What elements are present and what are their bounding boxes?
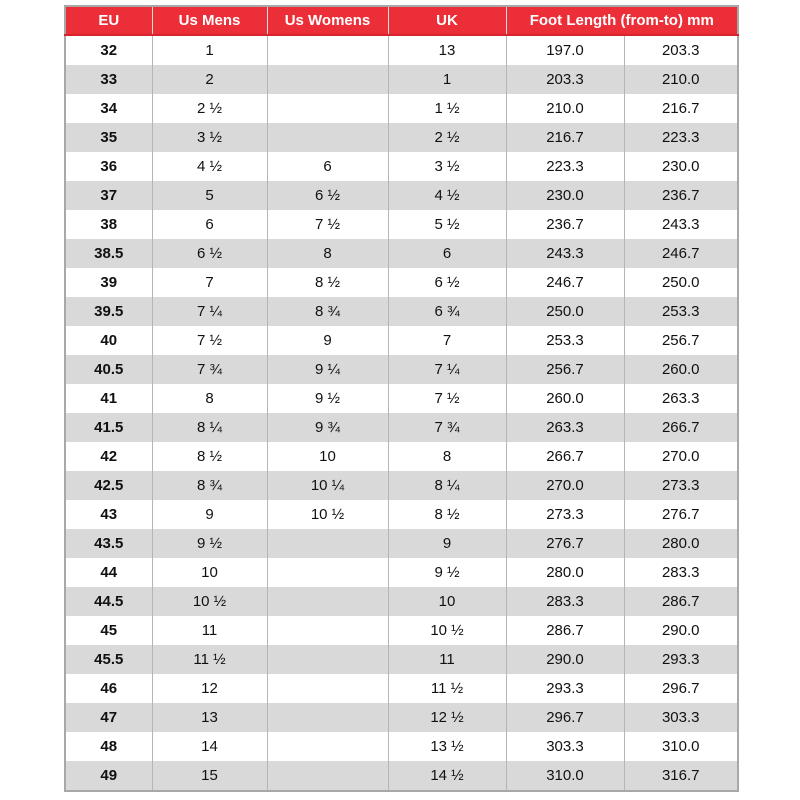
- cell-foot-length-from: 197.0: [506, 35, 624, 65]
- cell-eu: 41.5: [65, 413, 152, 442]
- table-row: [65, 616, 738, 645]
- cell-us-mens: 10: [152, 558, 267, 587]
- cell-uk: 7: [388, 326, 506, 355]
- cell-eu: 39.5: [65, 297, 152, 326]
- cell-eu: 38: [65, 210, 152, 239]
- cell-uk: 8 ½: [388, 500, 506, 529]
- cell-us-womens: [267, 587, 388, 616]
- table-row: [65, 384, 738, 413]
- table-row: [65, 413, 738, 442]
- cell-us-womens: [267, 65, 388, 94]
- table-row: [65, 442, 738, 471]
- cell-us-mens: 7 ¾: [152, 355, 267, 384]
- cell-eu: 45.5: [65, 645, 152, 674]
- cell-us-womens: 9: [267, 326, 388, 355]
- cell-foot-length-to: 250.0: [624, 268, 738, 297]
- table-row: [65, 355, 738, 384]
- cell-uk: 13 ½: [388, 732, 506, 761]
- cell-eu: 47: [65, 703, 152, 732]
- cell-us-womens: 8: [267, 239, 388, 268]
- cell-us-mens: 7 ½: [152, 326, 267, 355]
- cell-eu: 32: [65, 35, 152, 65]
- cell-us-womens: [267, 645, 388, 674]
- cell-foot-length-from: 223.3: [506, 152, 624, 181]
- cell-foot-length-from: 286.7: [506, 616, 624, 645]
- cell-foot-length-to: 310.0: [624, 732, 738, 761]
- cell-uk: 7 ½: [388, 384, 506, 413]
- table-row: [65, 471, 738, 500]
- cell-uk: 14 ½: [388, 761, 506, 791]
- cell-eu: 44.5: [65, 587, 152, 616]
- cell-foot-length-to: 246.7: [624, 239, 738, 268]
- cell-foot-length-to: 286.7: [624, 587, 738, 616]
- table-row: [65, 558, 738, 587]
- cell-foot-length-to: 273.3: [624, 471, 738, 500]
- cell-uk: 1 ½: [388, 94, 506, 123]
- cell-us-womens: [267, 94, 388, 123]
- cell-foot-length-to: 283.3: [624, 558, 738, 587]
- cell-us-mens: 13: [152, 703, 267, 732]
- cell-uk: 5 ½: [388, 210, 506, 239]
- cell-uk: 8 ¼: [388, 471, 506, 500]
- cell-foot-length-to: 256.7: [624, 326, 738, 355]
- cell-foot-length-from: 276.7: [506, 529, 624, 558]
- cell-us-mens: 10 ½: [152, 587, 267, 616]
- cell-us-mens: 6: [152, 210, 267, 239]
- cell-foot-length-to: 293.3: [624, 645, 738, 674]
- table-row: [65, 123, 738, 152]
- cell-eu: 40.5: [65, 355, 152, 384]
- cell-eu: 43: [65, 500, 152, 529]
- cell-us-mens: 7: [152, 268, 267, 297]
- cell-uk: 11: [388, 645, 506, 674]
- cell-foot-length-to: 270.0: [624, 442, 738, 471]
- cell-foot-length-to: 266.7: [624, 413, 738, 442]
- cell-eu: 37: [65, 181, 152, 210]
- shoe-size-conversion-table: [64, 5, 739, 792]
- table-row: [65, 732, 738, 761]
- cell-us-mens: 11: [152, 616, 267, 645]
- header-foot-length: Foot Length (from-to) mm: [506, 6, 738, 35]
- cell-eu: 42.5: [65, 471, 152, 500]
- cell-us-mens: 4 ½: [152, 152, 267, 181]
- table-row: [65, 239, 738, 268]
- cell-eu: 42: [65, 442, 152, 471]
- table-row: [65, 65, 738, 94]
- cell-foot-length-from: 210.0: [506, 94, 624, 123]
- cell-us-womens: 10 ½: [267, 500, 388, 529]
- cell-us-mens: 14: [152, 732, 267, 761]
- cell-uk: 12 ½: [388, 703, 506, 732]
- cell-us-womens: 9 ½: [267, 384, 388, 413]
- table-row: [65, 297, 738, 326]
- cell-uk: 2 ½: [388, 123, 506, 152]
- cell-us-womens: 9 ¾: [267, 413, 388, 442]
- cell-eu: 33: [65, 65, 152, 94]
- cell-us-womens: [267, 529, 388, 558]
- cell-us-mens: 5: [152, 181, 267, 210]
- cell-uk: 13: [388, 35, 506, 65]
- table-row: [65, 152, 738, 181]
- table-row: [65, 645, 738, 674]
- header-row: [65, 6, 738, 35]
- cell-foot-length-to: 276.7: [624, 500, 738, 529]
- cell-foot-length-from: 290.0: [506, 645, 624, 674]
- cell-us-mens: 8 ½: [152, 442, 267, 471]
- cell-us-mens: 3 ½: [152, 123, 267, 152]
- cell-foot-length-to: 230.0: [624, 152, 738, 181]
- cell-foot-length-to: 280.0: [624, 529, 738, 558]
- cell-uk: 11 ½: [388, 674, 506, 703]
- cell-eu: 49: [65, 761, 152, 791]
- header-eu: EU: [65, 6, 152, 35]
- cell-us-mens: 8: [152, 384, 267, 413]
- cell-us-womens: 6 ½: [267, 181, 388, 210]
- cell-us-womens: [267, 703, 388, 732]
- cell-foot-length-from: 236.7: [506, 210, 624, 239]
- cell-us-womens: [267, 35, 388, 65]
- cell-eu: 38.5: [65, 239, 152, 268]
- cell-eu: 45: [65, 616, 152, 645]
- cell-foot-length-from: 246.7: [506, 268, 624, 297]
- cell-foot-length-to: 303.3: [624, 703, 738, 732]
- table-row: [65, 674, 738, 703]
- cell-us-womens: 8 ¾: [267, 297, 388, 326]
- cell-eu: 44: [65, 558, 152, 587]
- table-row: [65, 35, 738, 65]
- cell-foot-length-from: 256.7: [506, 355, 624, 384]
- cell-foot-length-from: 216.7: [506, 123, 624, 152]
- cell-us-womens: 7 ½: [267, 210, 388, 239]
- cell-foot-length-to: 290.0: [624, 616, 738, 645]
- cell-us-womens: 10 ¼: [267, 471, 388, 500]
- cell-foot-length-from: 230.0: [506, 181, 624, 210]
- cell-eu: 35: [65, 123, 152, 152]
- cell-us-mens: 9 ½: [152, 529, 267, 558]
- cell-us-mens: 15: [152, 761, 267, 791]
- cell-us-womens: [267, 732, 388, 761]
- table-row: [65, 703, 738, 732]
- cell-eu: 41: [65, 384, 152, 413]
- cell-foot-length-from: 310.0: [506, 761, 624, 791]
- cell-uk: 10 ½: [388, 616, 506, 645]
- cell-foot-length-from: 260.0: [506, 384, 624, 413]
- table-row: [65, 94, 738, 123]
- cell-foot-length-to: 223.3: [624, 123, 738, 152]
- cell-us-mens: 2: [152, 65, 267, 94]
- table-row: [65, 587, 738, 616]
- header-us-womens: Us Womens: [267, 6, 388, 35]
- cell-eu: 40: [65, 326, 152, 355]
- cell-eu: 43.5: [65, 529, 152, 558]
- cell-foot-length-to: 263.3: [624, 384, 738, 413]
- table-row: [65, 210, 738, 239]
- cell-us-mens: 8 ¾: [152, 471, 267, 500]
- table-row: [65, 326, 738, 355]
- table-row: [65, 761, 738, 791]
- size-table-body: [65, 35, 738, 791]
- cell-foot-length-to: 243.3: [624, 210, 738, 239]
- cell-uk: 3 ½: [388, 152, 506, 181]
- cell-uk: 6: [388, 239, 506, 268]
- cell-foot-length-from: 293.3: [506, 674, 624, 703]
- cell-us-mens: 8 ¼: [152, 413, 267, 442]
- cell-foot-length-to: 296.7: [624, 674, 738, 703]
- cell-eu: 34: [65, 94, 152, 123]
- cell-foot-length-from: 266.7: [506, 442, 624, 471]
- cell-foot-length-from: 250.0: [506, 297, 624, 326]
- cell-foot-length-from: 280.0: [506, 558, 624, 587]
- cell-us-womens: 6: [267, 152, 388, 181]
- cell-us-mens: 11 ½: [152, 645, 267, 674]
- cell-foot-length-from: 203.3: [506, 65, 624, 94]
- cell-us-womens: 9 ¼: [267, 355, 388, 384]
- cell-foot-length-from: 263.3: [506, 413, 624, 442]
- cell-eu: 36: [65, 152, 152, 181]
- table-header: [65, 6, 738, 35]
- table-row: [65, 181, 738, 210]
- cell-uk: 7 ¼: [388, 355, 506, 384]
- cell-uk: 8: [388, 442, 506, 471]
- cell-foot-length-to: 316.7: [624, 761, 738, 791]
- cell-foot-length-from: 270.0: [506, 471, 624, 500]
- cell-uk: 1: [388, 65, 506, 94]
- cell-foot-length-from: 273.3: [506, 500, 624, 529]
- cell-us-womens: [267, 123, 388, 152]
- cell-us-mens: 1: [152, 35, 267, 65]
- cell-us-womens: [267, 616, 388, 645]
- cell-foot-length-from: 243.3: [506, 239, 624, 268]
- cell-us-mens: 6 ½: [152, 239, 267, 268]
- cell-uk: 6 ½: [388, 268, 506, 297]
- cell-us-womens: [267, 761, 388, 791]
- cell-uk: 9 ½: [388, 558, 506, 587]
- cell-us-womens: 8 ½: [267, 268, 388, 297]
- cell-us-mens: 12: [152, 674, 267, 703]
- cell-uk: 4 ½: [388, 181, 506, 210]
- header-uk: UK: [388, 6, 506, 35]
- cell-uk: 9: [388, 529, 506, 558]
- cell-foot-length-from: 296.7: [506, 703, 624, 732]
- cell-eu: 46: [65, 674, 152, 703]
- cell-us-mens: 7 ¼: [152, 297, 267, 326]
- header-us-mens: Us Mens: [152, 6, 267, 35]
- cell-foot-length-to: 203.3: [624, 35, 738, 65]
- table-row: [65, 529, 738, 558]
- cell-uk: 6 ¾: [388, 297, 506, 326]
- cell-uk: 10: [388, 587, 506, 616]
- cell-us-womens: 10: [267, 442, 388, 471]
- cell-foot-length-to: 210.0: [624, 65, 738, 94]
- cell-us-mens: 9: [152, 500, 267, 529]
- cell-foot-length-to: 216.7: [624, 94, 738, 123]
- cell-us-womens: [267, 558, 388, 587]
- cell-foot-length-to: 253.3: [624, 297, 738, 326]
- cell-foot-length-to: 236.7: [624, 181, 738, 210]
- cell-foot-length-from: 283.3: [506, 587, 624, 616]
- cell-foot-length-from: 253.3: [506, 326, 624, 355]
- table-row: [65, 500, 738, 529]
- cell-foot-length-from: 303.3: [506, 732, 624, 761]
- cell-foot-length-to: 260.0: [624, 355, 738, 384]
- cell-us-womens: [267, 674, 388, 703]
- cell-uk: 7 ¾: [388, 413, 506, 442]
- cell-eu: 48: [65, 732, 152, 761]
- cell-eu: 39: [65, 268, 152, 297]
- table-row: [65, 268, 738, 297]
- cell-us-mens: 2 ½: [152, 94, 267, 123]
